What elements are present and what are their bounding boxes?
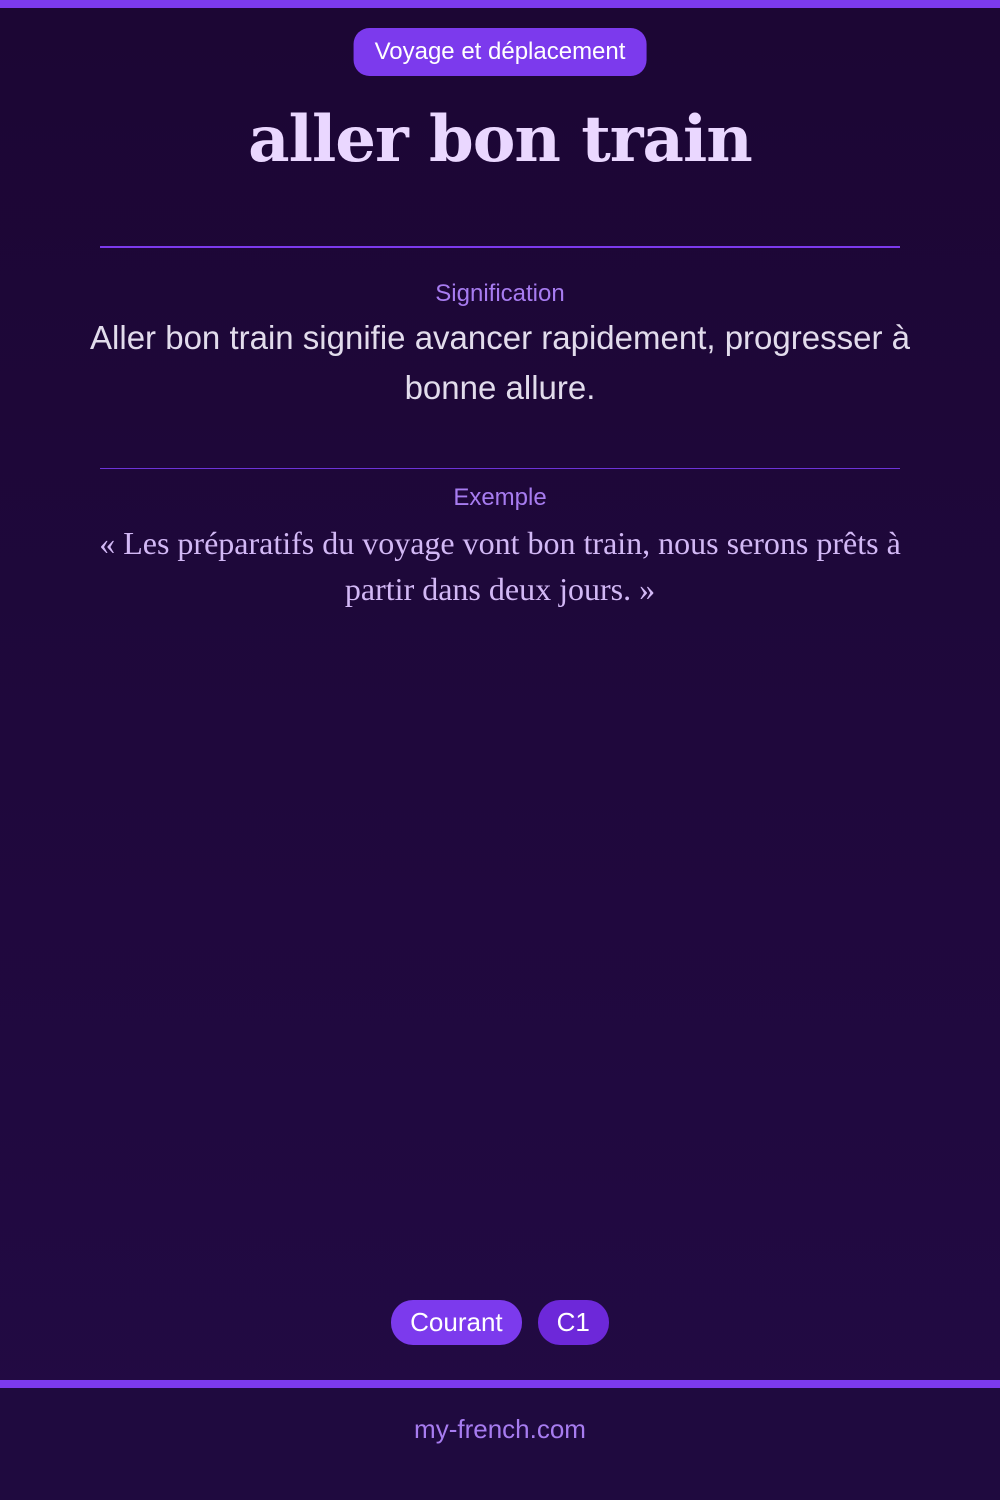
level-tag: C1 [538,1300,609,1345]
meaning-label: Signification [435,280,565,307]
tag-list [0,1300,1000,1345]
meaning-text: Aller bon train signifie avancer rapidement, progresser à bonne allure. [90,319,910,406]
divider [100,468,900,469]
top-accent-bar [0,0,1000,8]
expression-title: aller bon train [248,102,752,177]
divider [100,246,900,248]
example-text: « Les préparatifs du voyage vont bon train, nous serons prêts à partir dans deux jours. » [99,525,901,607]
footer-site-link[interactable]: my-french.com [414,1414,586,1444]
category-badge: Voyage et déplacement [354,28,647,76]
register-tag: Courant [391,1300,522,1345]
bottom-accent-bar [0,1380,1000,1388]
example-label: Exemple [453,484,547,511]
